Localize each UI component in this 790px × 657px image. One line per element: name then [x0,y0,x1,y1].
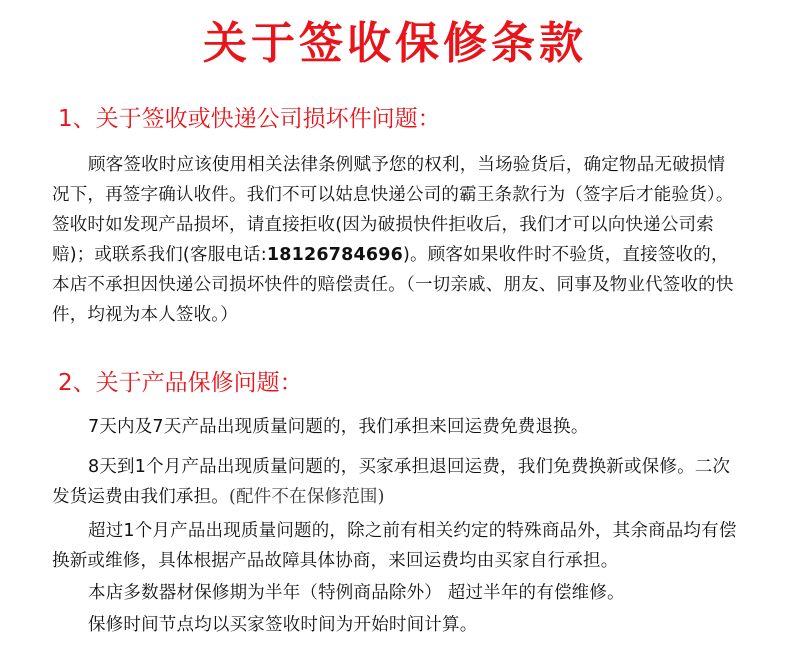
warranty-line-4 [52,578,742,608]
warranty-line-1-text: 7天内及7天产品出现质量问题的，我们承担来回运费免费退换。 [88,417,589,437]
warranty-line-5 [52,610,742,640]
section1-text-b: )。顾客如果收件时不验货，直接签收的，本店不承担因快递公司损坏快件的赔偿责任。（一切亲戚、朋友、同事及物业代签收的快件，均视为本人签收。） [52,245,734,325]
section1-paragraph [52,150,742,330]
section1-heading: 1、关于签收或快递公司损坏件问题： [58,106,441,132]
warranty-line-2-text: 8天到1个月产品出现质量问题的，买家承担退回运费，我们免费换新或保修。二次发货运费由我们承担。 [52,457,731,507]
warranty-line-3-text: 超过1个月产品出现质量问题的，除之前有相关约定的特殊商品外，其余商品均有偿换新或维修，具体根据产品故障具体协商，来回运费均由买家自行承担。 [52,521,737,571]
page-title: 关于签收保修条款 [203,18,587,69]
warranty-line-3 [52,516,742,576]
section1-text-a: 顾客签收时应该使用相关法律条例赋予您的权利，当场验货后，确定物品无破损情况下，再签字确认收件。我们不可以姑息快递公司的霸王条款行为（签字后才能验货）。签收时如发现产品损坏，请直接拒收(因为破损快件拒收后，我们才可以向快递公司索赔)；或联系我们(客服电话: [52,155,734,265]
warranty-line-4-text: 本店多数器材保修期为半年（特例商品除外） 超过半年的有偿维修。 [88,583,625,603]
section2-heading: 2、关于产品保修问题： [58,370,303,396]
warranty-line-5-text: 保修时间节点均以买家签收时间为开始时间计算。 [88,615,478,635]
accessory-note: (配件不在保修范围) [229,487,385,507]
warranty-line-2 [52,452,742,512]
service-phone: 18126784696 [266,245,404,265]
warranty-line-1 [52,412,742,442]
